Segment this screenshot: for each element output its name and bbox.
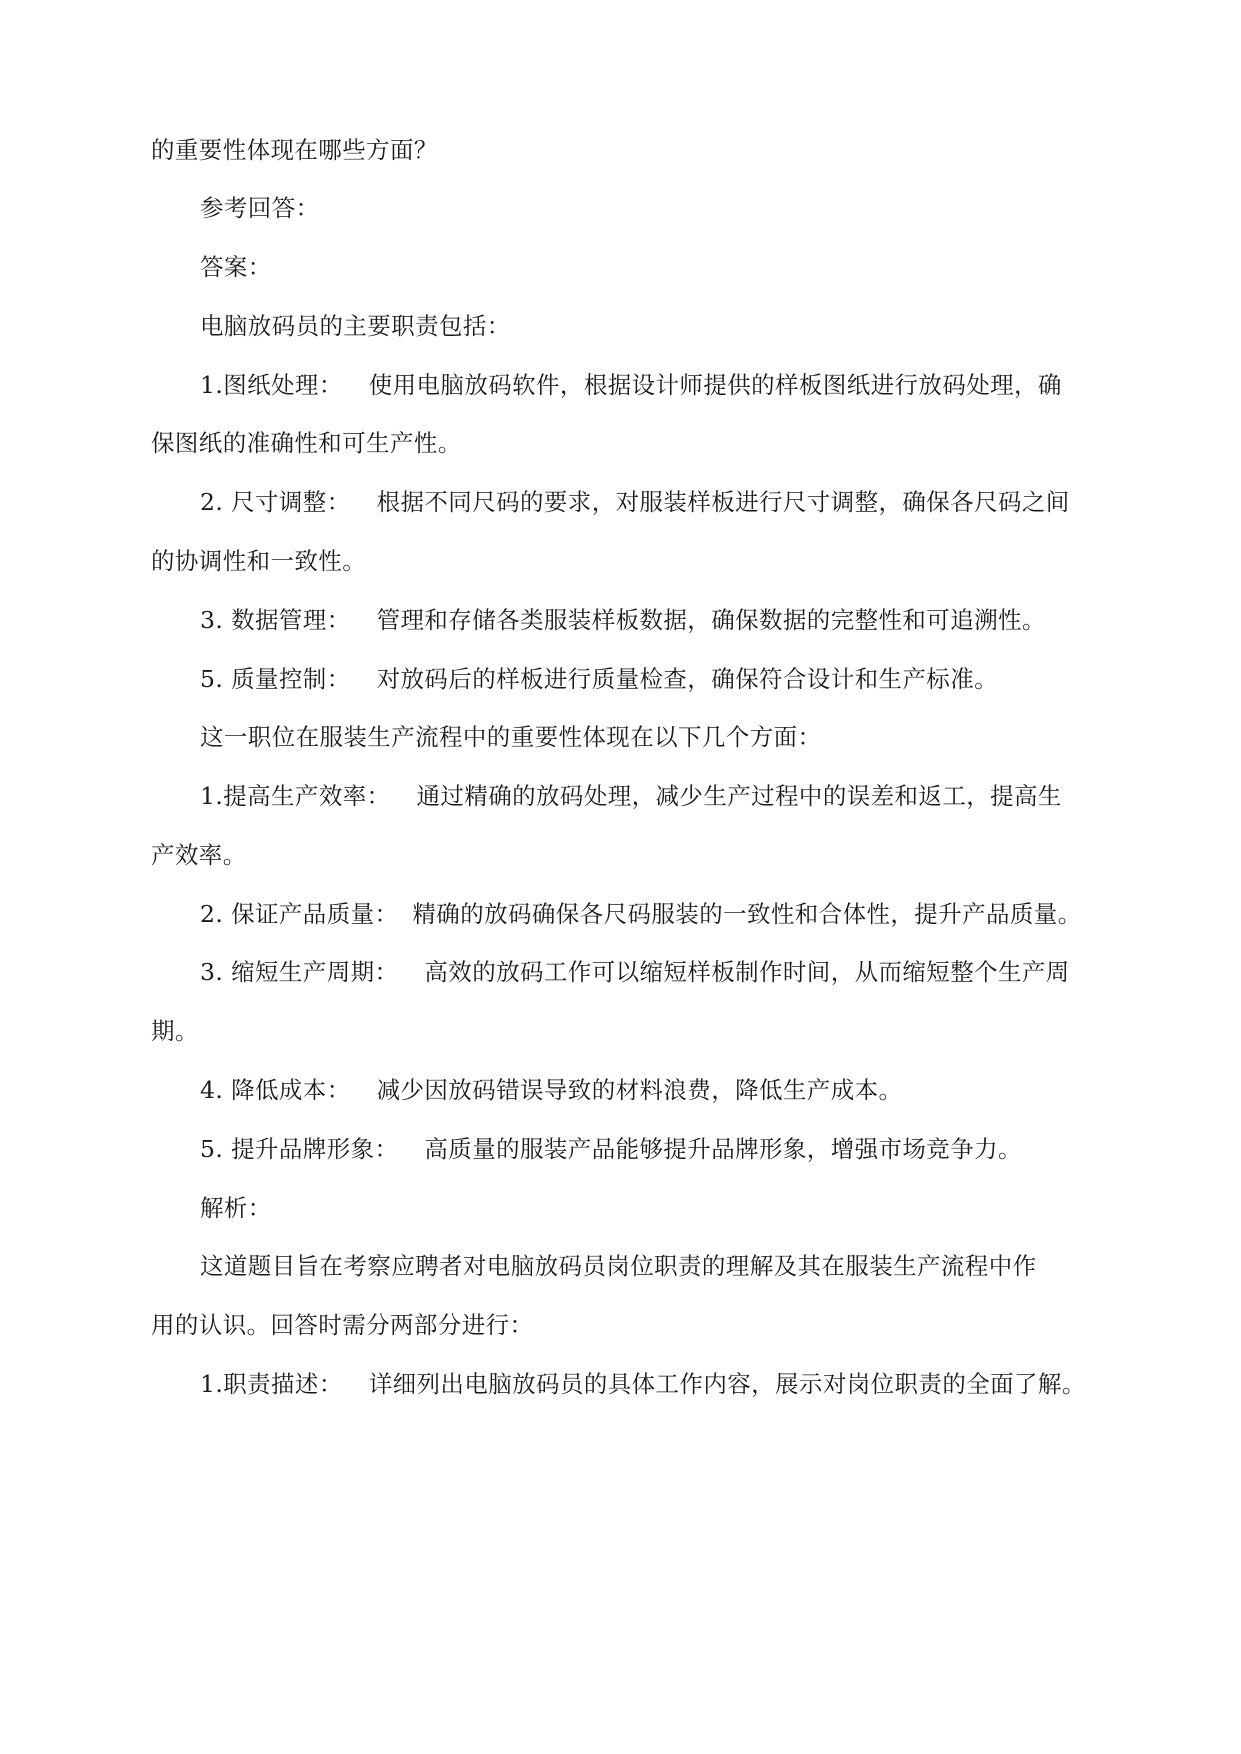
answer-heading <box>200 252 272 282</box>
importance-item-1-continued <box>151 840 247 870</box>
analysis-paragraph <box>200 1251 1037 1281</box>
item-label: 3. 缩短生产周期： <box>200 958 399 986</box>
line-text: 期。 <box>151 1017 199 1045</box>
reference-answer-heading <box>200 193 320 223</box>
line-text: 参考回答： <box>200 194 320 222</box>
analysis-heading <box>200 1193 272 1223</box>
importance-item-4 <box>200 1075 902 1105</box>
item-text: 减少因放码错误导致的材料浪费，降低生产成本。 <box>376 1076 903 1104</box>
importance-item-3 <box>200 957 1070 987</box>
continued-question-line <box>151 135 438 165</box>
item-label: 2. 保证产品质量： <box>200 900 399 928</box>
item-label: 2. 尺寸调整： <box>200 488 351 516</box>
line-text: 这道题目旨在考察应聘者对电脑放码员岗位职责的理解及其在服装生产流程中作 <box>200 1252 1037 1280</box>
analysis-item-1 <box>200 1369 1086 1399</box>
item-text: 使用电脑放码软件，根据设计师提供的样板图纸进行放码处理，确 <box>368 371 1062 399</box>
item-label: 5. 提升品牌形象： <box>200 1135 399 1163</box>
line-text: 答案： <box>200 253 272 281</box>
item-text: 通过精确的放码处理，减少生产过程中的误差和返工，提高生 <box>416 782 1062 810</box>
duty-item-1 <box>200 370 1062 400</box>
duty-item-2 <box>200 487 1070 517</box>
importance-item-1 <box>200 781 1062 811</box>
line-text: 用的认识。回答时需分两部分进行： <box>151 1311 534 1339</box>
line-text: 解析： <box>200 1194 272 1222</box>
analysis-paragraph-continued <box>151 1310 533 1340</box>
importance-intro <box>200 722 821 752</box>
importance-item-2 <box>200 899 1082 929</box>
item-label: 1.提高生产效率： <box>200 782 391 810</box>
item-text: 对放码后的样板进行质量检查，确保符合设计和生产标准。 <box>376 665 998 693</box>
line-text: 的重要性体现在哪些方面？ <box>151 136 438 164</box>
item-label: 1.图纸处理： <box>200 371 343 399</box>
importance-item-3-continued <box>151 1016 199 1046</box>
duty-item-2-continued <box>151 546 366 576</box>
item-text: 详细列出电脑放码员的具体工作内容，展示对岗位职责的全面了解。 <box>368 1370 1086 1398</box>
duty-item-5 <box>200 664 998 694</box>
item-text: 精确的放码确保各尺码服装的一致性和合体性，提升产品质量。 <box>412 900 1082 928</box>
item-label: 3. 数据管理： <box>200 606 351 634</box>
duty-item-3 <box>200 605 1046 635</box>
item-label: 5. 质量控制： <box>200 665 351 693</box>
importance-item-5 <box>200 1134 1022 1164</box>
item-label: 1.职责描述： <box>200 1370 343 1398</box>
line-text: 保图纸的准确性和可生产性。 <box>151 429 462 457</box>
duties-intro <box>200 311 511 341</box>
item-text: 高质量的服装产品能够提升品牌形象，增强市场竞争力。 <box>424 1135 1022 1163</box>
item-text: 根据不同尺码的要求，对服装样板进行尺寸调整，确保各尺码之间 <box>376 488 1070 516</box>
line-text: 电脑放码员的主要职责包括： <box>200 312 511 340</box>
item-label: 4. 降低成本： <box>200 1076 351 1104</box>
item-text: 高效的放码工作可以缩短样板制作时间，从而缩短整个生产周 <box>424 958 1070 986</box>
item-text: 管理和存储各类服装样板数据，确保数据的完整性和可追溯性。 <box>376 606 1046 634</box>
line-text: 产效率。 <box>151 841 247 869</box>
line-text: 这一职位在服装生产流程中的重要性体现在以下几个方面： <box>200 723 822 751</box>
duty-item-1-continued <box>151 428 462 458</box>
line-text: 的协调性和一致性。 <box>151 547 367 575</box>
